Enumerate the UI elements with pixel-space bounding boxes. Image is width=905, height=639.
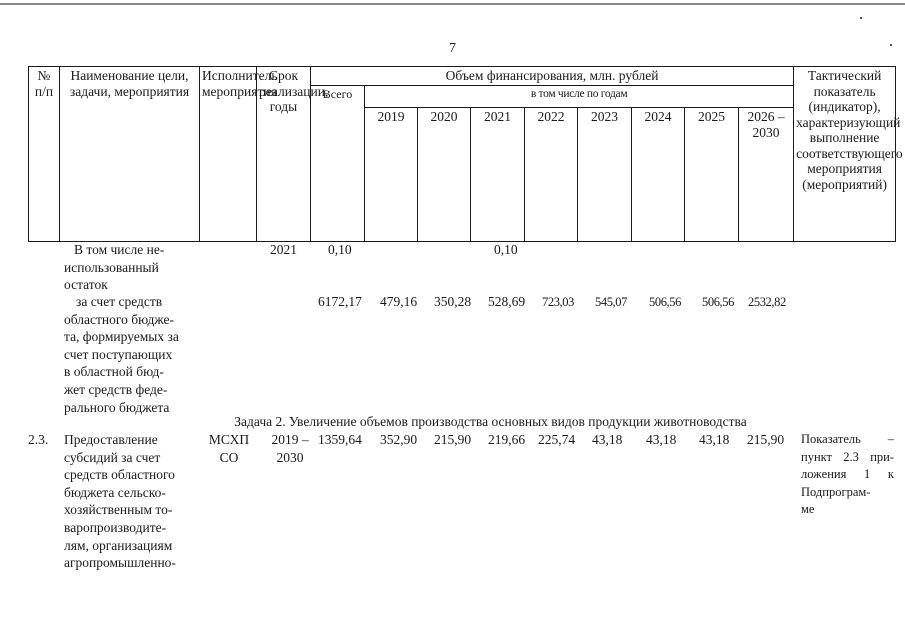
- header-by-years: [365, 86, 794, 108]
- name-line: бюджета сельско-: [64, 484, 166, 500]
- item-2-3-year: 215,90: [434, 432, 472, 447]
- name-line: варопроизводите-: [64, 519, 167, 535]
- item-2-3-year: 225,74: [538, 432, 576, 447]
- row-regional-year: 723,03: [542, 295, 574, 309]
- page-number: 7: [449, 41, 456, 56]
- name-line: жет средств феде-: [64, 381, 168, 397]
- header-year-text: 2025: [698, 109, 725, 124]
- header-total: [311, 86, 365, 242]
- indicator-line: ложения 1 к: [801, 467, 894, 482]
- header-year: [365, 108, 418, 242]
- indicator-line: Показатель –: [801, 432, 894, 446]
- indicator-line: пункт 2.3 при-: [801, 449, 894, 464]
- header-name: [60, 67, 200, 242]
- header-no-text: № п/п: [34, 68, 54, 99]
- header-year: [471, 108, 525, 242]
- name-line: остаток: [64, 277, 108, 293]
- row-unused-2021: 0,10: [494, 242, 518, 257]
- item-2-3-name: [64, 431, 196, 572]
- name-line: счет поступающих: [64, 346, 173, 362]
- name-line: средств областного: [64, 467, 175, 483]
- header-year-text: 2023: [591, 109, 618, 124]
- header-year: [739, 108, 794, 242]
- row-regional-year: 545,07: [595, 295, 627, 309]
- row-regional-name: [64, 293, 196, 416]
- name-line: Предоставление: [64, 432, 158, 447]
- header-term-text: Срок реализации, годы: [259, 68, 329, 114]
- table-header: [28, 66, 903, 242]
- header-no: [29, 67, 60, 242]
- item-2-3-year: 215,90: [747, 432, 785, 447]
- row-unused-name: [64, 241, 196, 294]
- item-2-3-year: 43,18: [699, 432, 730, 447]
- item-2-3-year: 43,18: [646, 432, 677, 447]
- indicator-line: ме: [801, 502, 815, 517]
- header-total-text: Всего: [322, 87, 353, 101]
- header-year: [578, 108, 632, 242]
- header-name-text: Наименование цели, задачи, мероприятия: [69, 68, 190, 99]
- header-year-text: 2019: [377, 109, 405, 124]
- scan-edge-line: [0, 3, 905, 5]
- header-year: [632, 108, 685, 242]
- task-2-heading: Задача 2. Увеличение объемов производства основных видов продукции животноводства: [234, 414, 747, 429]
- row-regional-year: 479,16: [380, 294, 418, 309]
- header-year-text: 2021: [484, 109, 511, 124]
- header-executor-text: Исполнитель мероприятия: [202, 68, 278, 99]
- item-2-3-total: 1359,64: [318, 432, 362, 447]
- item-2-3-year: 219,66: [488, 432, 526, 447]
- item-2-3-number: 2.3.: [28, 432, 49, 447]
- header-term: [257, 67, 329, 242]
- row-regional-total: 6172,17: [318, 294, 362, 309]
- name-line: областного бюдже-: [64, 311, 174, 327]
- row-regional-year: 350,28: [434, 294, 472, 309]
- indicator-line: Подпрограм-: [801, 484, 871, 499]
- item-2-3-year: 43,18: [592, 432, 623, 447]
- name-line: агропромышленно-: [64, 555, 176, 571]
- header-year: [685, 108, 739, 242]
- header-by-years-text: в том числе по годам: [530, 88, 628, 100]
- name-line: субсидий за счет: [64, 449, 161, 465]
- header-year: [418, 108, 471, 242]
- name-line: рального бюджета: [64, 399, 170, 415]
- name-line: за счет средств: [76, 294, 163, 309]
- header-year-text: 2026 – 2030: [747, 109, 785, 140]
- header-year-text: 2024: [644, 109, 672, 124]
- header-indicator-text: Тактический показатель (индикатор), характеризующий выполнение соответствующего мероприятия (мероприятий): [796, 68, 903, 192]
- header-financing-text: Объем финансирования, млн. рублей: [445, 68, 659, 83]
- name-line: та, формируемых за: [64, 329, 179, 345]
- item-2-3-year: 352,90: [380, 432, 418, 447]
- item-2-3-indicator: [801, 431, 894, 519]
- header-year-text: 2022: [537, 109, 565, 124]
- row-regional-year: 2532,82: [748, 295, 786, 309]
- item-2-3-executor: МСХП СО: [208, 432, 250, 465]
- row-unused-total: 0,10: [328, 242, 352, 257]
- item-2-3-term: 2019 – 2030: [271, 432, 309, 465]
- row-regional-year: 528,69: [488, 294, 526, 309]
- row-regional-year: 506,56: [702, 295, 734, 309]
- header-indicator: [794, 67, 903, 242]
- row-regional-year: 506,56: [649, 295, 681, 309]
- header-year: [525, 108, 578, 242]
- name-line: В том числе не-: [74, 242, 165, 257]
- header-year-text: 2020: [430, 109, 458, 124]
- name-line: лям, организациям: [64, 537, 173, 553]
- header-executor: [200, 67, 278, 242]
- scan-speck: [860, 17, 862, 19]
- name-line: использованный: [64, 259, 159, 275]
- name-line: в областной бюд-: [64, 364, 164, 380]
- row-unused-term: 2021: [270, 242, 297, 257]
- name-line: хозяйственным то-: [64, 502, 173, 518]
- header-financing: [311, 67, 794, 86]
